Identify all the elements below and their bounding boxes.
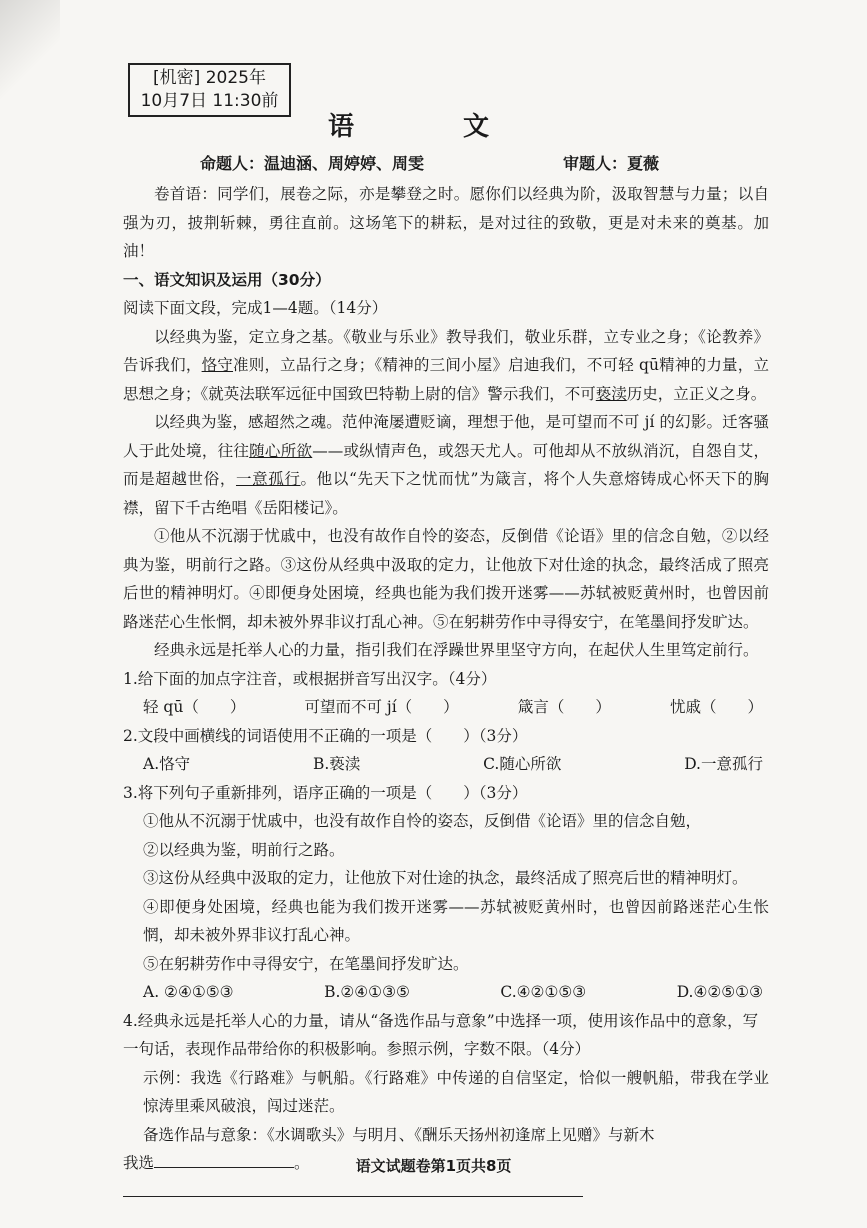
q2-option-b: B.亵渎 (312, 755, 361, 773)
confidential-line-2: 10月7日 11:30前 (140, 91, 279, 111)
scan-edge-shadow (0, 0, 60, 110)
q1-item-b: 可望而不可 jí（ ） (304, 698, 459, 716)
q3-option-b: B.②④①③⑤ (324, 983, 410, 1001)
passage-paragraph-4: 经典永远是托举人心的力量，指引我们在浮躁世界里坚守方向，在起伏人生里笃定前行。 (154, 641, 759, 659)
answer-blank-2[interactable] (123, 1180, 583, 1197)
q3-sentence-3: ③这份从经典中汲取的定力，让他放下对仕途的执念，最终活成了照亮后世的精神明灯。 (143, 869, 748, 887)
section-heading: 一、语文知识及运用（30分） (123, 270, 331, 289)
passage-paragraph-2: 以经典为鉴，感超然之魂。范仲淹屡遭贬谪，理想于他，是可望而不可 jí 的幻影。迁客骚人于此处境，往往随心所欲——或纵情声色，或怨天尤人。可他却从不放纵消沉，自怨自艾，而是超越世俗，一意孤行。他以“先天下之忧而忧”为箴言，将个人失意熔铸成心怀天下的胸襟，留下千古绝唱《岳阳楼记》。 (123, 413, 769, 517)
section-intro: 阅读下面文段，完成1—4题。（14分） (123, 299, 388, 317)
underlined-word-2: 亵渎 (595, 384, 627, 403)
q4-options: 备选作品与意象：《水调歌头》与明月、《酬乐天扬州初逢席上见赠》与新木 (143, 1125, 655, 1144)
q3-sentence-2: ②以经典为鉴，明前行之路。 (143, 840, 345, 859)
q3-option-a: A. ②④①⑤③ (143, 983, 234, 1001)
confidential-line-1: [机密] 2025年 (153, 68, 266, 88)
reviewer: 审题人：夏薇 (563, 154, 660, 173)
question-2-stem: 2.文段中画横线的词语使用不正确的一项是（ ）（3分） (123, 726, 528, 745)
q3-sentence-4: ④即便身处困境，经典也能为我们拨开迷雾——苏轼被贬黄州时，也曾因前路迷茫心生怅惘，却未被外界非议打乱心神。 (143, 897, 769, 944)
q3-option-c: C.④②①⑤③ (500, 983, 587, 1001)
exam-content (123, 180, 769, 1206)
page-title: 语 文 (327, 112, 540, 142)
passage-paragraph-1: 以经典为鉴，定立身之基。《敬业与乐业》教导我们，敬业乐群，立专业之身；《论教养》告诉我们，恪守准则，立品行之身；《精神的三间小屋》启迪我们，不可轻 qū精神的力量，立思想之身；《就英法联军远征中国致巴特勒上尉的信》警示我们，不可亵渎历史，立正义之身。 (123, 327, 769, 403)
underlined-word-1: 恪守 (201, 356, 234, 374)
question-2-options (123, 750, 769, 779)
question-4-stem: 4.经典永远是托举人心的力量，请从“备选作品与意象”中选择一项，使用该作品中的意象，写一句话，表现作品带给你的积极影响。参照示例，字数不限。（4分） (123, 1011, 759, 1058)
underlined-word-4: 一意孤行 (235, 470, 301, 488)
q1-item-c: 箴言（ ） (517, 698, 611, 716)
page-footer: 语文试题卷第1页共8页 (355, 1157, 512, 1175)
underlined-word-3: 随心所欲 (249, 441, 313, 460)
question-1-items (123, 693, 769, 722)
authors: 命题人：温迪涵、周婷婷、周雯 (200, 154, 425, 173)
q1-item-a: 轻 qū（ ） (143, 698, 246, 716)
q1-item-d: 忧戚（ ） (669, 698, 763, 716)
preface: 卷首语：同学们，展卷之际，亦是攀登之时。愿你们以经典为阶，汲取智慧与力量；以自强为刃，披荆斩棘，勇往直前。这场笔下的耕耘，是对过往的致敬，更是对未来的奠基。加油！ (123, 185, 769, 260)
q2-option-d: D.一意孤行 (684, 755, 763, 773)
question-1-stem: 1.给下面的加点字注音，或根据拼音写出汉字。（4分） (123, 669, 497, 688)
passage-paragraph-3: ①他从不沉溺于忧戚中，也没有故作自怜的姿态，反倒借《论语》里的信念自勉，②以经典为鉴，明前行之路。③这份从经典中汲取的定力，让他放下对仕途的执念，最终活成了照亮后世的精神明灯。④即便身处困境，经典也能为我们拨开迷雾——苏轼被贬黄州时，也曾因前路迷茫心生怅惘，却未被外界非议打乱心神。⑤在躬耕劳作中寻得安宁，在笔墨间抒发旷达。 (123, 527, 769, 631)
q4-example: 示例：我选《行路难》与帆船。《行路难》中传递的自信坚定，恰似一艘帆船，带我在学业惊涛里乘风破浪，闯过迷茫。 (143, 1068, 769, 1115)
q4-answer-line: 我选 。 (123, 1149, 769, 1206)
q2-option-c: C.随心所欲 (483, 755, 562, 773)
q3-sentence-1: ①他从不沉溺于忧戚中，也没有故作自怜的姿态，反倒借《论语》里的信念自勉， (143, 812, 702, 830)
question-3-options (123, 978, 769, 1007)
q3-sentence-5: ⑤在躬耕劳作中寻得安宁，在笔墨间抒发旷达。 (143, 954, 469, 973)
q2-option-a: A.恪守 (143, 755, 191, 773)
question-3-stem: 3.将下列句子重新排列，语序正确的一项是（ ）（3分） (123, 783, 528, 802)
q3-option-d: D.④②⑤①③ (676, 983, 763, 1001)
